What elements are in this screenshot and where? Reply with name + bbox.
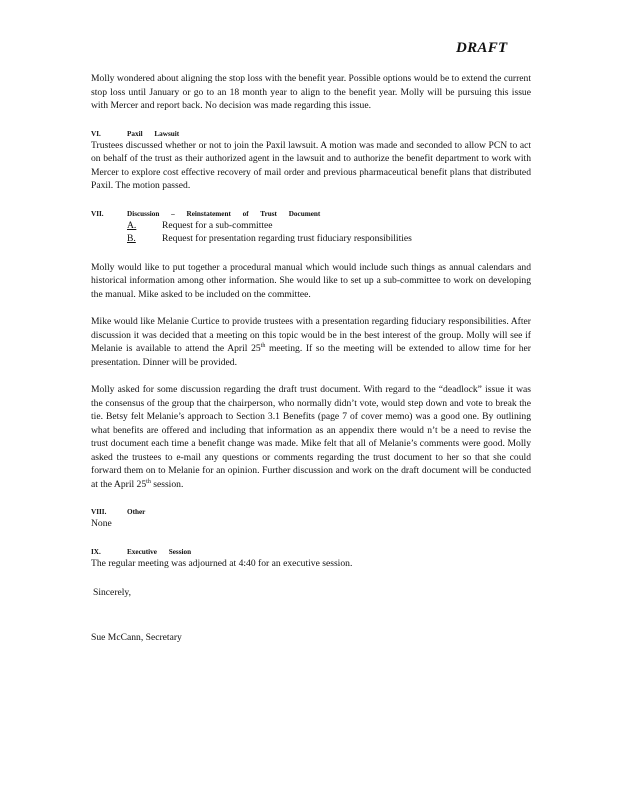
paxil-paragraph: Trustees discussed whether or not to join the Paxil lawsuit. A motion was made and seconded to allow PCN to act on behalf of the trust as their authorized agent in the lawsuit and to authorize the benefit department to work with Mercer to explore cost effective recovery of mail order and previous pharmaceutical benefit plans that distributed Paxil. The motion passed. [91,139,531,191]
draft-document-text-end: session. [150,478,184,490]
list-item [91,219,531,232]
request-list [91,219,531,245]
list-item-letter: A. [127,219,137,231]
section-heading-other [91,507,531,517]
section-heading-trust-document [91,209,531,219]
draft-document-paragraph [91,383,531,491]
intro-paragraph: Molly wondered about aligning the stop loss with the benefit year. Possible options would be to extend the current stop loss until January or go to an 18 month year to align to the benefit year. Molly will be pursuing this issue with Mercer and report back. No decision was made regarding this issue. [91,73,531,111]
section-title: Other [127,508,146,516]
minutes-content [91,72,531,644]
list-item [91,232,531,245]
presentation-paragraph [91,315,531,369]
section-title: Paxil Lawsuit [127,129,180,138]
section-number: IX. [91,547,101,556]
other-text: None [91,518,112,529]
presentation-text-end: meeting. If so the meeting will be extended to allow time for her presentation. Dinner will be provided. [91,343,531,368]
section-title: Executive Session [127,547,192,556]
section-title: Discussion – Reinstatement of Trust Document [127,209,321,218]
executive-session-text: The regular meeting was adjourned at 4:40 for an executive session. [91,557,353,569]
list-item-text: Request for presentation regarding trust fiduciary responsibilities [162,232,412,244]
draft-watermark-label: DRAFT [456,40,508,56]
ordinal-suffix: th [146,478,151,485]
section-number: VI. [91,129,101,138]
section-number: VIII. [91,508,107,516]
manual-paragraph: Molly would like to put together a procedural manual which would include such things as annual calendars and historical information among other information. She would like to set up a sub-committee to work on developing the manual. Mike asked to be included on the committee. [91,261,531,300]
section-heading-executive-session [91,547,531,557]
list-item-text: Request for a sub-committee [162,219,273,231]
closing-salutation: Sincerely, [93,587,132,598]
draft-document-text: Molly asked for some discussion regarding the draft trust document. With regard to the “deadlock” issue it was the consensus of the group that the chairperson, who normally didn’t vote, would step down and vote to break the tie. Betsy felt Melanie’s approach to Section 3.1 Benefits (page 7 of cover memo) was a good one. By outlining what benefits are offered and including that information as an appendix there would n’t be a need to revise the trust document each time a benefit change was made. Mike felt that all of Melanie’s comments were good. Molly asked the trustees to e-mail any questions or comments regarding the trust document to her so that she could forward them on to Melanie for an opinion. Further discussion and work on the draft document will be conducted at the April 25 [91,384,531,490]
section-number: VII. [91,209,104,218]
ordinal-suffix: th [260,342,266,349]
signature-line: Sue McCann, Secretary [91,632,182,643]
presentation-text: Mike would like Melanie Curtice to provide trustees with a presentation regarding fiduciary responsibilities. After discussion it was decided that a meeting on this topic would be in the best interest of the group. Molly will see if Melanie is available to attend the April 25 [91,316,531,354]
section-heading-paxil [91,129,531,139]
list-item-letter: B. [127,232,136,244]
